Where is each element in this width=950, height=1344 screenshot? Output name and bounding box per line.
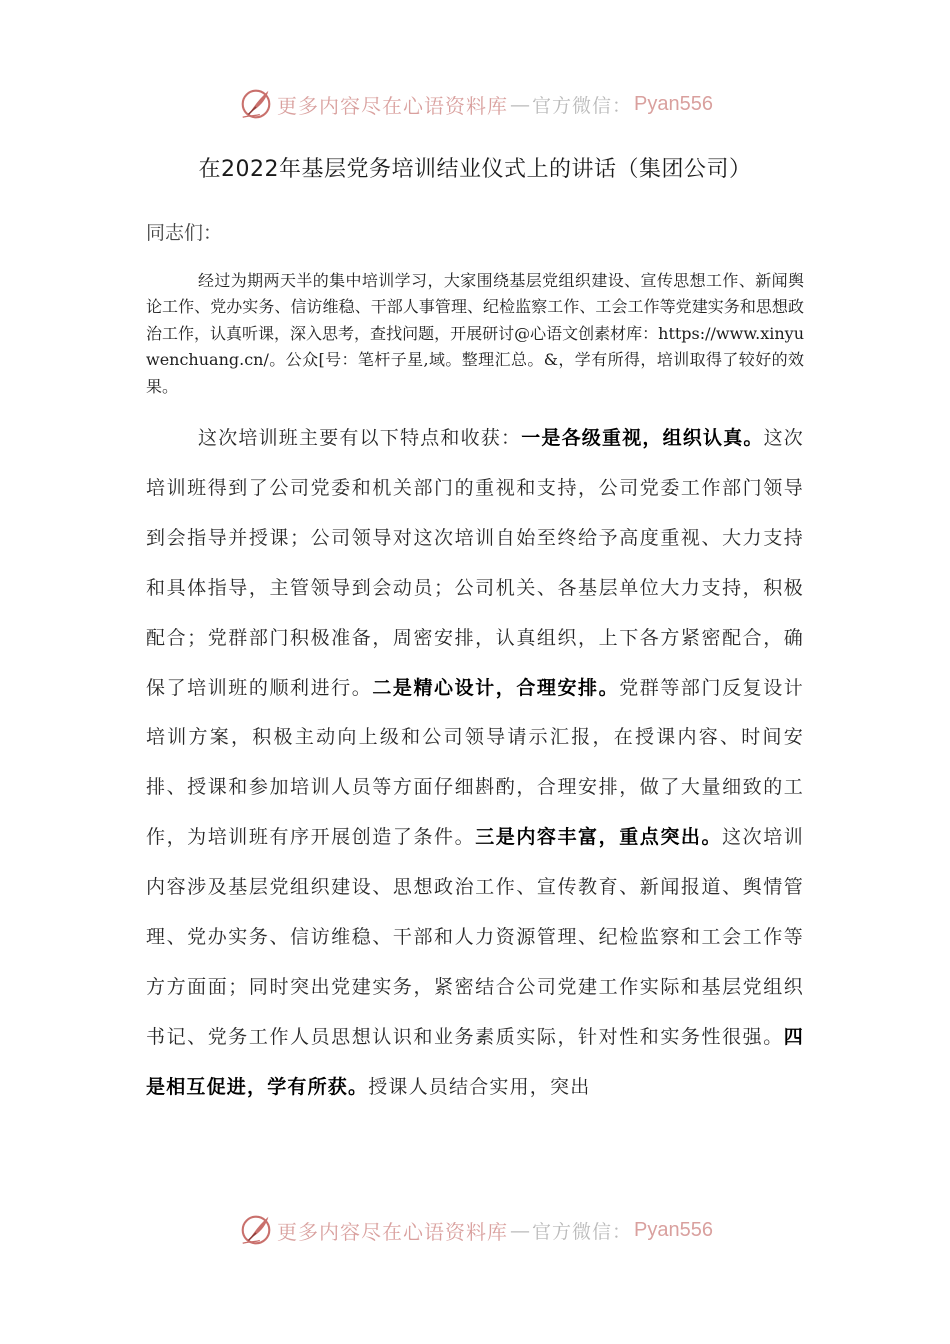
banner-contact-label: 官方微信： [532,1220,633,1243]
intro-paragraph: 经过为期两天半的集中培训学习，大家围绕基层党组织建设、宣传思想工作、新闻舆论工作、党办实务、信访维稳、干部人事管理、纪检监察工作、工会工作等党建实务和思想政治工作，认真听课，深入思考，查找问题，开展研讨@心语文创素材库：https://www.xinyuwenchuang.cn/。公众[号：笔杆子星,域。整理汇总。&，学有所得，培训取得了较好的效果。 [146,271,804,396]
point-3-text: 这次培训内容涉及基层党组织建设、思想政治工作、宣传教育、新闻报道、舆情管理、党办实务、信访维稳、干部和人力资源管理、纪检监察和工会工作等方方面面；同时突出党建实务，紧密结合公司党建工作实际和基层党组织书记、党务工作人员思想认识和业务素质实际，针对性和实务性很强。 [146,826,804,1048]
point-1-text: 这次培训班得到了公司党委和机关部门的重视和支持，公司党委工作部门领导到会指导并授课；公司领导对这次培训自始至终给予高度重视、大力支持和具体指导，主管领导到会动员；公司机关、各基层单位大力支持，积极配合；党群部门积极准备，周密安排，认真组织，上下各方紧密配合，确保了培训班的顺利进行。 [146,427,805,699]
banner-contact-label: 官方微信： [532,94,633,117]
point-2-text: 党群等部门反复设计培训方案，积极主动向上级和公司领导请示汇报，在授课内容、时间安排、授课和参加培训人员等方面仔细斟酌，合理安排，做了大量细致的工作，为培训班有序开展创造了条件。 [146,676,804,849]
footer-banner [0,1208,950,1252]
salutation: 同志们： [146,222,223,244]
banner-separator: — [510,92,530,116]
point-1-heading: 一是各级重视，组织认真。 [521,427,764,449]
document-title: 在2022年基层党务培训结业仪式上的讲话（集团公司） [198,157,752,182]
point-4-text: 授课人员结合实用，突出 [368,1075,591,1098]
banner-contact-id: Pyan556 [634,92,713,115]
point-4-heading: 四是相互促进，学有所获。 [146,1025,804,1098]
banner-text: 更多内容尽在心语资料库 [277,1219,508,1244]
quill-logo-icon [237,85,275,123]
banner-contact-id: Pyan556 [634,1218,713,1241]
banner-separator: — [510,1218,530,1242]
main-paragraph [146,414,804,1113]
quill-logo-icon [237,1211,275,1249]
point-3-heading: 三是内容丰富，重点突出。 [475,826,723,849]
header-banner [0,82,950,126]
banner-text: 更多内容尽在心语资料库 [277,93,508,118]
point-2-heading: 二是精心设计，合理安排。 [372,676,620,699]
main-paragraph-lead: 这次培训班主要有以下特点和收获： [198,427,522,449]
